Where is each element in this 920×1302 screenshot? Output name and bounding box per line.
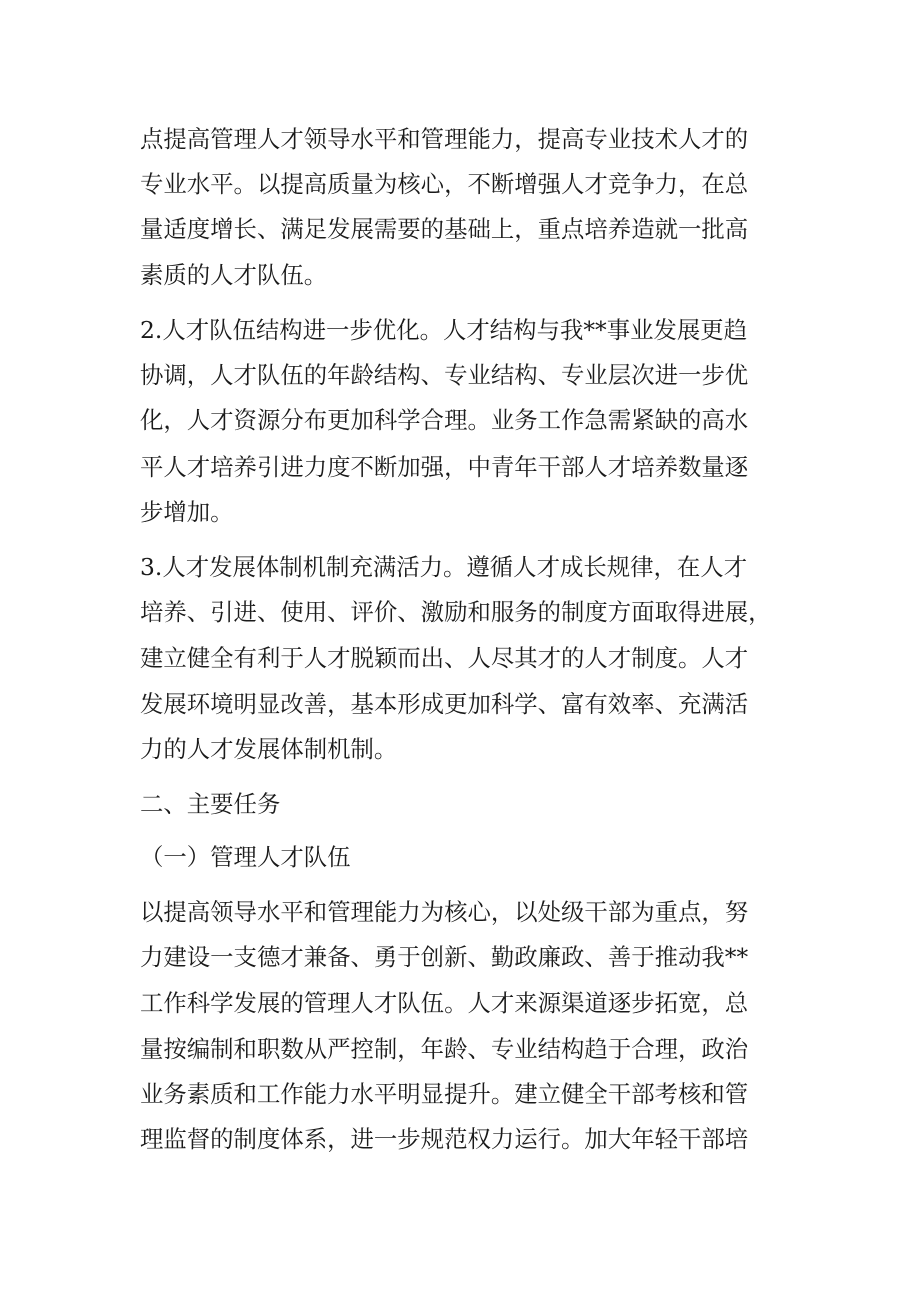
text-line: 量适度增长、满足发展需要的基础上，重点培养造就一批高 bbox=[140, 215, 749, 243]
text-line: 素质的人才队伍。 bbox=[140, 261, 328, 289]
text-line: 建立健全有利于人才脱颖而出、人尽其才的人才制度。人才 bbox=[140, 644, 749, 672]
text-line: 3.人才发展体制机制充满活力。遵循人才成长规律，在人才 bbox=[140, 553, 748, 581]
text-line: 化，人才资源分布更加科学合理。业务工作急需紧缺的高水 bbox=[140, 406, 749, 434]
text-line: 以提高领导水平和管理能力为核心，以处级干部为重点，努 bbox=[140, 898, 749, 926]
section-heading: 二、主要任务 bbox=[140, 790, 281, 818]
text-line: 2.人才队伍结构进一步优化。人才结构与我**事业发展更趋 bbox=[140, 316, 748, 344]
text-line: 理监督的制度体系，进一步规范权力运行。加大年轻干部培 bbox=[140, 1125, 749, 1153]
text-line: 协调，人才队伍的年龄结构、专业结构、专业层次进一步优 bbox=[140, 361, 749, 389]
text-line: 步增加。 bbox=[140, 498, 234, 526]
text-line: 量按编制和职数从严控制，年龄、专业结构趋于合理，政治 bbox=[140, 1035, 749, 1063]
text-line: 专业水平。以提高质量为核心，不断增强人才竞争力，在总 bbox=[140, 170, 749, 198]
text-line: 点提高管理人才领导水平和管理能力，提高专业技术人才的 bbox=[140, 125, 749, 153]
text-line: 业务素质和工作能力水平明显提升。建立健全干部考核和管 bbox=[140, 1080, 749, 1108]
text-line: 平人才培养引进力度不断加强，中青年干部人才培养数量逐 bbox=[140, 453, 749, 481]
text-line: 力的人才发展体制机制。 bbox=[140, 735, 398, 763]
text-line: 工作科学发展的管理人才队伍。人才来源渠道逐步拓宽，总 bbox=[140, 989, 749, 1017]
text-line: 力建设一支德才兼备、勇于创新、勤政廉政、善于推动我** bbox=[140, 943, 749, 971]
subsection-heading: （一）管理人才队伍 bbox=[140, 843, 351, 871]
text-line: 发展环境明显改善，基本形成更加科学、富有效率、充满活 bbox=[140, 690, 749, 718]
text-line: 培养、引进、使用、评价、激励和服务的制度方面取得进展， bbox=[140, 598, 772, 626]
